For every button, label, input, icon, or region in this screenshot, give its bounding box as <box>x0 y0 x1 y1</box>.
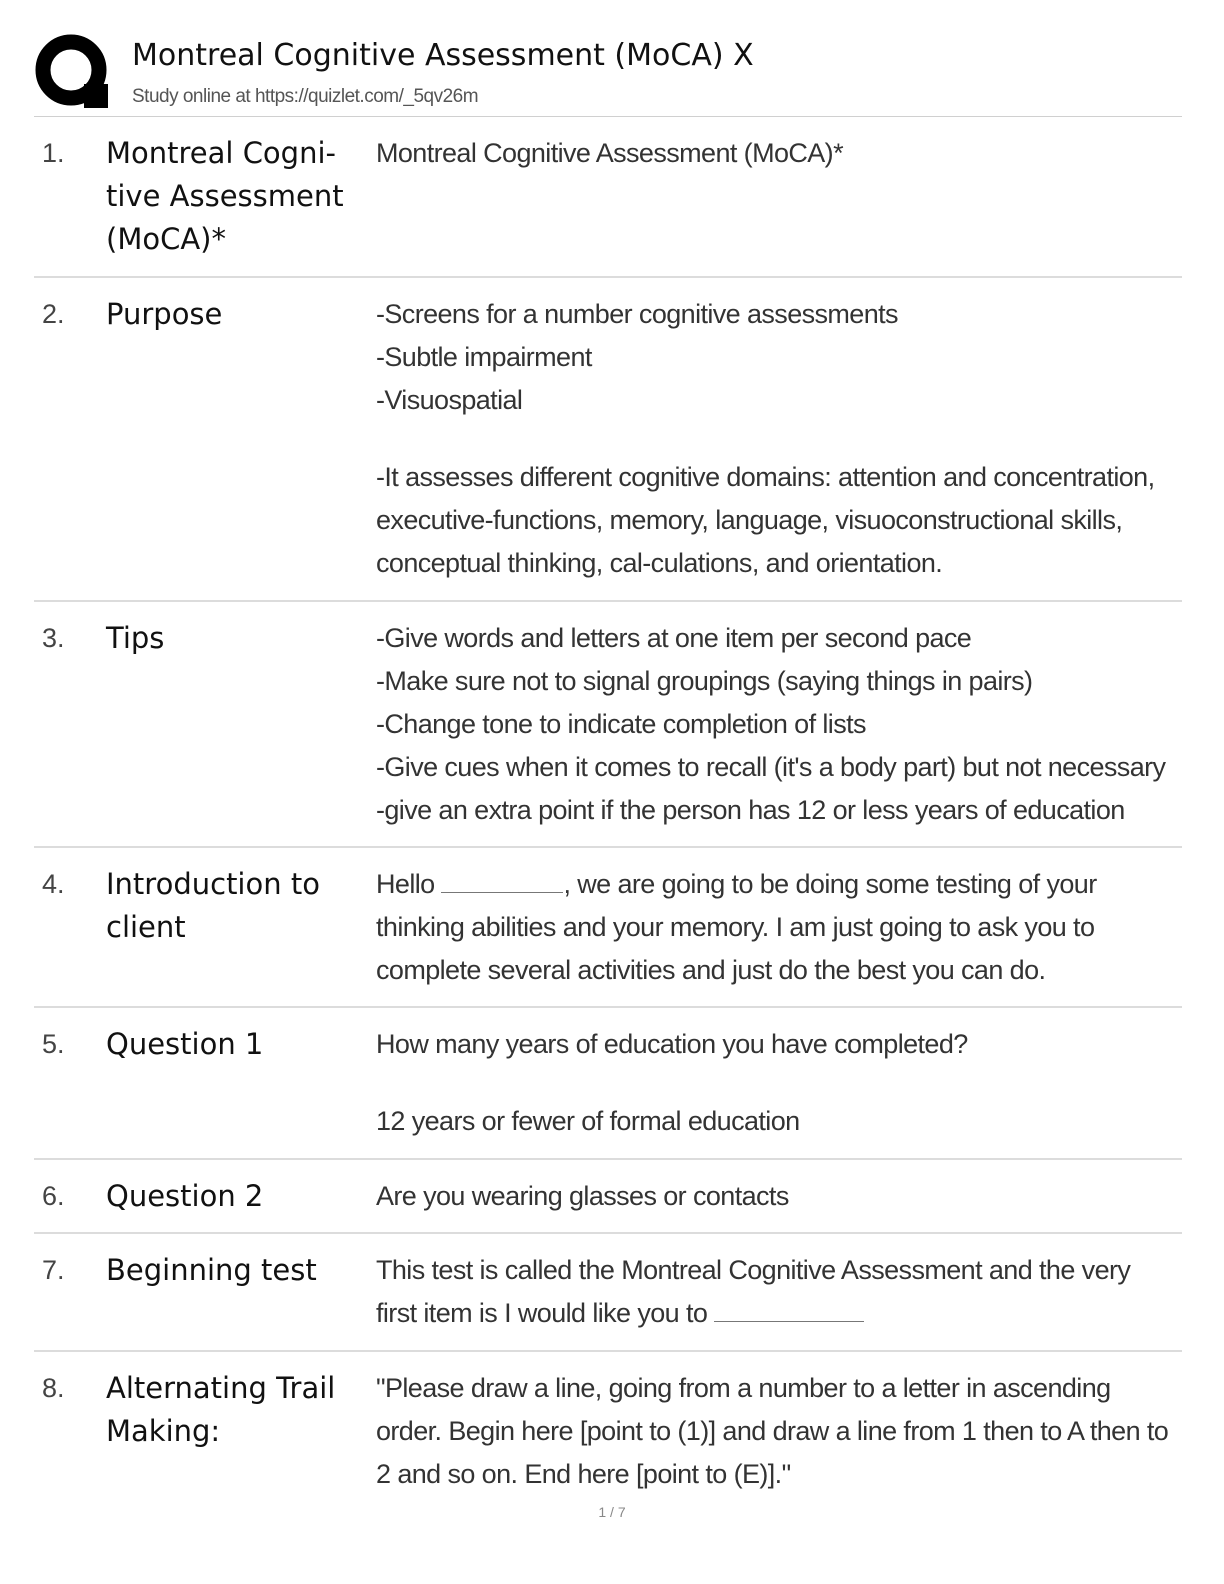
card-number: 3. <box>42 623 65 653</box>
flashcard <box>34 117 1182 278</box>
card-definition <box>376 1367 1182 1496</box>
definition-line: How many years of education you have completed? <box>376 1029 968 1059</box>
card-term: Montreal Cogni- tive Assessment (MoCA)* <box>106 136 344 256</box>
page-title: Montreal Cognitive Assessment (MoCA) X <box>132 38 754 73</box>
flashcard-list <box>34 117 1182 1496</box>
card-number: 2. <box>42 299 65 329</box>
card-number: 7. <box>42 1255 65 1285</box>
fill-in-blank <box>441 870 563 893</box>
card-term: Question 1 <box>106 1027 264 1061</box>
flashcard <box>34 1160 1182 1234</box>
definition-line: -Change tone to indicate completion of lists <box>376 709 866 739</box>
page-number: 1 / 7 <box>598 1504 626 1520</box>
card-number: 5. <box>42 1029 65 1059</box>
quizlet-logo-icon <box>34 34 112 110</box>
flashcard <box>34 1352 1182 1496</box>
card-definition <box>376 1023 1182 1158</box>
card-number: 8. <box>42 1373 65 1403</box>
card-term: Beginning test <box>106 1253 317 1287</box>
flashcard <box>34 602 1182 848</box>
card-definition <box>376 1249 1182 1350</box>
definition-text: Hello <box>376 869 435 899</box>
definition-line: -Screens for a number cognitive assessments <box>376 299 898 329</box>
definition-text: This test is called the Montreal Cognitive Assessment and the very first item is I would like you to <box>376 1255 1131 1328</box>
definition-line: Montreal Cognitive Assessment (MoCA)* <box>376 138 843 168</box>
definition-line: -It assesses different cognitive domains: attention and concentration, executive-functions, memory, language, visuoconstructional skills, conceptual thinking, cal-culations, and orientation. <box>376 462 1155 578</box>
card-term: Tips <box>106 621 165 655</box>
definition-line: Are you wearing glasses or contacts <box>376 1181 789 1211</box>
definition-line: "Please draw a line, going from a number to a letter in ascending order. Begin here [point to (1)] and draw a line from 1 then to A then to 2 and so on. End here [point to (E)]." <box>376 1373 1169 1489</box>
card-definition <box>376 617 1182 846</box>
card-definition <box>376 1175 1182 1232</box>
definition-line: -give an extra point if the person has 12 or less years of education <box>376 795 1125 825</box>
card-definition <box>376 863 1182 1006</box>
card-term: Purpose <box>106 297 223 331</box>
flashcard <box>34 848 1182 1008</box>
card-number: 1. <box>42 138 65 168</box>
page-header <box>34 34 1182 118</box>
flashcard <box>34 278 1182 602</box>
flashcard <box>34 1234 1182 1352</box>
card-term: Question 2 <box>106 1179 264 1213</box>
card-number: 4. <box>42 869 65 899</box>
flashcard <box>34 1008 1182 1160</box>
card-term: Alternating Trail Making: <box>106 1371 336 1448</box>
card-number: 6. <box>42 1181 65 1211</box>
definition-line: -Visuospatial <box>376 385 523 415</box>
definition-line: -Give words and letters at one item per second pace <box>376 623 972 653</box>
definition-line: -Subtle impairment <box>376 342 592 372</box>
card-term: Introduction to client <box>106 867 320 944</box>
definition-text: , we are going to be doing some testing of your thinking abilities and your memory. I am just going to ask you to complete several activities and just do the best you can do. <box>376 869 1097 985</box>
study-link[interactable]: Study online at https://quizlet.com/_5qv26m <box>132 86 479 107</box>
definition-line: -Make sure not to signal groupings (saying things in pairs) <box>376 666 1033 696</box>
card-definition <box>376 293 1182 600</box>
card-definition <box>376 132 1182 276</box>
fill-in-blank <box>714 1299 864 1322</box>
definition-line: -Give cues when it comes to recall (it's a body part) but not necessary <box>376 752 1166 782</box>
definition-line: 12 years or fewer of formal education <box>376 1106 800 1136</box>
